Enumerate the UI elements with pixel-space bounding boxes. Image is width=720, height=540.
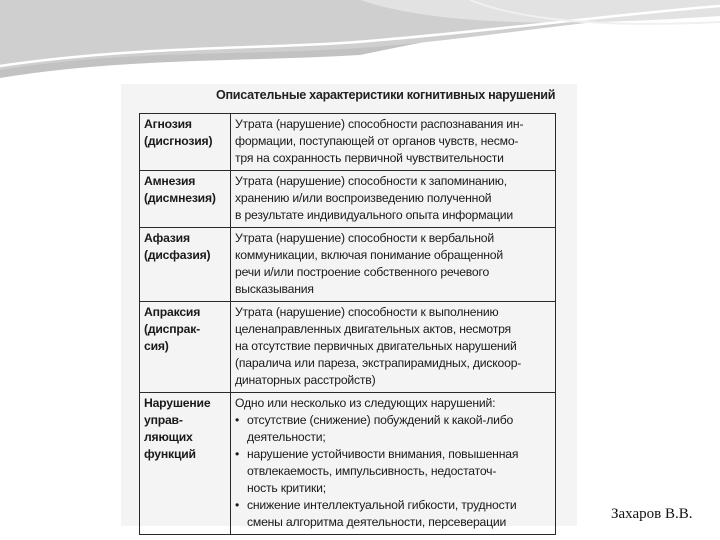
description-cell xyxy=(231,302,556,393)
term-line: сия) xyxy=(144,339,169,353)
term-line: управ- xyxy=(144,413,183,427)
bullet-item xyxy=(235,412,551,429)
description-line: в результате индивидуального опыта информации xyxy=(235,208,514,222)
term-cell xyxy=(140,114,231,171)
term-line: (дисфазия) xyxy=(144,248,211,262)
table-row xyxy=(140,228,556,302)
term-line: функций xyxy=(144,447,196,461)
bullet-continuation xyxy=(235,463,551,480)
description-line: коммуникации, включая понимание обращенной xyxy=(235,248,503,262)
table-title: Описательные характеристики когнитивных нарушений xyxy=(216,88,556,102)
term-cell xyxy=(140,393,231,535)
term-cell xyxy=(140,302,231,393)
term-line: (диспрак- xyxy=(144,322,201,336)
bullet-continuation xyxy=(235,480,551,497)
description-line: Утрата (нарушение) способности к запоминанию, xyxy=(235,174,507,188)
description-line: высказывания xyxy=(235,282,314,296)
term-line: (дисгнозия) xyxy=(144,134,213,148)
description-cell xyxy=(231,393,556,535)
table-row xyxy=(140,171,556,228)
bullet-text: нарушение устойчивости внимания, повышенная xyxy=(247,447,519,461)
description-line: тря на сохранность первичной чувствительности xyxy=(235,151,504,165)
bullet-item xyxy=(235,497,551,514)
term-cell xyxy=(140,171,231,228)
bullet-text: снижение интеллектуальной гибкости, трудности xyxy=(247,498,517,512)
term-line: Агнозия xyxy=(144,117,192,131)
table-row xyxy=(140,302,556,393)
description-cell xyxy=(231,114,556,171)
description-intro: Одно или несколько из следующих нарушений: xyxy=(235,396,496,410)
description-line: Утрата (нарушение) способности распознавания ин- xyxy=(235,117,524,131)
description-line: целенаправленных двигательных актов, несмотря xyxy=(235,322,511,336)
bullet-text: смены алгоритма деятельности, персеверации xyxy=(247,515,507,529)
description-line: хранению и/или воспроизведению полученной xyxy=(235,191,492,205)
description-line: формации, поступающей от органов чувств, несмо- xyxy=(235,134,519,148)
bullet-item xyxy=(235,446,551,463)
term-cell xyxy=(140,228,231,302)
description-line: речи и/или построение собственного речевого xyxy=(235,265,490,279)
description-line: (паралича или пареза, экстрапирамидных, дискоор- xyxy=(235,356,522,370)
description-line: Утрата (нарушение) способности к вербальной xyxy=(235,231,494,245)
bullet-marker: • xyxy=(235,498,240,512)
term-line: Апраксия xyxy=(144,305,201,319)
description-line: на отсутствие первичных двигательных нарушений xyxy=(235,339,517,353)
description-line: динаторных расстройств) xyxy=(235,373,376,387)
bullet-continuation xyxy=(235,514,551,531)
bullet-marker: • xyxy=(235,413,240,427)
table-row xyxy=(140,114,556,171)
description-line: Утрата (нарушение) способности к выполнению xyxy=(235,305,499,319)
bullet-text: ность критики; xyxy=(247,481,326,495)
term-line: ляющих xyxy=(144,430,193,444)
description-cell xyxy=(231,171,556,228)
cognitive-disorders-table xyxy=(139,113,556,535)
bullet-text: деятельности; xyxy=(247,430,326,444)
header-decoration xyxy=(0,0,720,80)
author-credit: Захаров В.В. xyxy=(611,506,693,522)
bullet-text: отсутствие (снижение) побуждений к какой-либо xyxy=(247,413,514,427)
term-line: Нарушение xyxy=(144,396,211,410)
bullet-marker: • xyxy=(235,447,240,461)
term-line: Амнезия xyxy=(144,174,196,188)
bullet-continuation xyxy=(235,429,551,446)
description-cell xyxy=(231,228,556,302)
table-row xyxy=(140,393,556,535)
bullet-text: отвлекаемость, импульсивность, недостаточ- xyxy=(247,464,497,478)
term-line: Афазия xyxy=(144,231,190,245)
term-line: (дисмнезия) xyxy=(144,191,216,205)
